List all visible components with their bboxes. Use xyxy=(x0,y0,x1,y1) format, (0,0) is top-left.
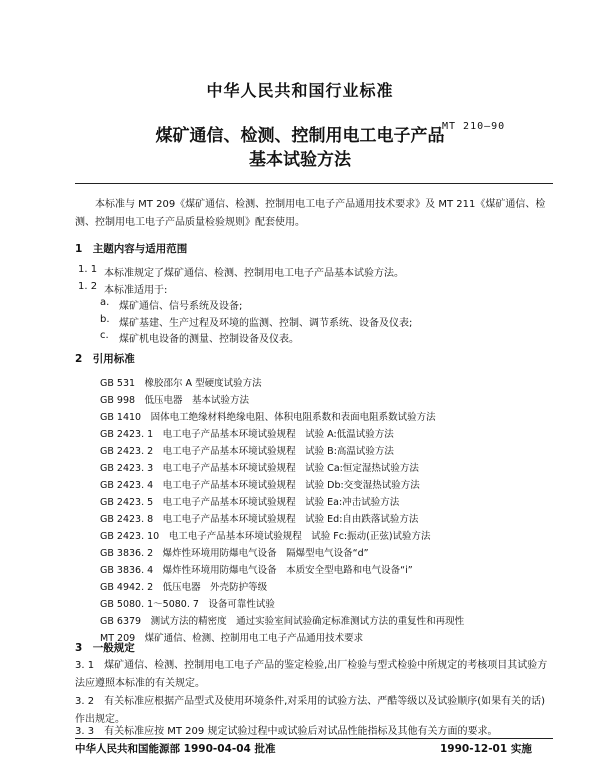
reference-item: GB 3836. 4 爆炸性环境用防爆电气设备 本质安全型电路和电气设备“i” xyxy=(100,565,413,576)
reference-item: GB 6379 测试方法的精密度 通过实验室间试验确定标准测试方法的重复性和再现性 xyxy=(100,616,465,627)
clause-3-1: 3. 1 煤矿通信、检测、控制用电工电子产品的鉴定检验,出厂检验与型式检验中所规定的考核项目其试验方法应遵照本标准的有关规定。 xyxy=(75,660,548,689)
bottom-divider xyxy=(75,738,553,739)
section1-heading: 1 主题内容与适用范围 xyxy=(75,243,188,255)
reference-item: GB 2423. 4 电工电子产品基本环境试验规程 试验 Db:交变湿热试验方法 xyxy=(100,480,420,491)
reference-item: GB 1410 固体电工绝缘材料绝缘电阻、体积电阻系数和表面电阻系数试验方法 xyxy=(100,412,436,423)
list-item-mark: b. xyxy=(100,314,110,325)
section3-heading: 3 一般规定 xyxy=(75,642,135,654)
list-item-text: 煤矿通信、信号系统及设备; xyxy=(119,301,243,312)
standard-code: MT 210—90 xyxy=(442,121,506,132)
document-title-line2: 基本试验方法 xyxy=(249,150,351,170)
approval-statement: 中华人民共和国能源部 1990-04-04 批准 xyxy=(75,743,276,755)
top-divider xyxy=(75,183,553,184)
clause-3-3: 3. 3 有关标准应按 MT 209 规定试验过程中或试验后对试品性能指标及其他有关方面的要求。 xyxy=(75,726,498,737)
reference-item: GB 2423. 5 电工电子产品基本环境试验规程 试验 Ea:冲击试验方法 xyxy=(100,497,400,508)
reference-item: MT 209 煤矿通信、检测、控制用电工电子产品通用技术要求 xyxy=(100,633,364,644)
clause-1-1-number: 1. 1 xyxy=(78,264,98,275)
reference-item: GB 2423. 2 电工电子产品基本环境试验规程 试验 B:高温试验方法 xyxy=(100,446,394,457)
reference-item: GB 2423. 3 电工电子产品基本环境试验规程 试验 Ca:恒定湿热试验方法 xyxy=(100,463,419,474)
effective-date: 1990-12-01 实施 xyxy=(440,743,532,755)
clause-1-2-text: 本标准适用于: xyxy=(104,285,168,296)
list-item-mark: a. xyxy=(100,297,110,308)
list-item-text: 煤矿机电设备的测量、控制设备及仪表。 xyxy=(119,334,299,345)
intro-paragraph: 本标准与 MT 209《煤矿通信、检测、控制用电工电子产品通用技术要求》及 MT 211《煤矿通信、检测、控制用电工电子产品质量检验规则》配套使用。 xyxy=(75,199,546,228)
document-title-line1: 煤矿通信、检测、控制用电工电子产品 xyxy=(155,126,445,146)
reference-item: GB 4942. 2 低压电器 外壳防护等级 xyxy=(100,582,268,593)
standard-category-header: 中华人民共和国行业标准 xyxy=(206,81,394,100)
clause-3-2: 3. 2 有关标准应根据产品型式及使用环境条件,对采用的试验方法、严酷等级以及试验顺序(如果有关的话)作出规定。 xyxy=(75,696,546,725)
section2-heading: 2 引用标准 xyxy=(75,353,135,365)
reference-item: GB 2423. 8 电工电子产品基本环境试验规程 试验 Ed:自由跌落试验方法 xyxy=(100,514,419,525)
list-item-text: 煤矿基建、生产过程及环境的监测、控制、调节系统、设备及仪表; xyxy=(119,318,413,329)
reference-item: GB 3836. 2 爆炸性环境用防爆电气设备 隔爆型电气设备“d” xyxy=(100,548,369,559)
reference-item: GB 998 低压电器 基本试验方法 xyxy=(100,395,250,406)
reference-item: GB 2423. 1 电工电子产品基本环境试验规程 试验 A:低温试验方法 xyxy=(100,429,394,440)
clause-1-1-text: 本标准规定了煤矿通信、检测、控制用电工电子产品基本试验方法。 xyxy=(104,268,404,279)
list-item-mark: c. xyxy=(100,330,109,341)
reference-item: GB 2423. 10 电工电子产品基本环境试验规程 试验 Fc:振动(正弦)试验方法 xyxy=(100,531,431,542)
reference-item: GB 531 橡胶邵尔 A 型硬度试验方法 xyxy=(100,378,262,389)
reference-item: GB 5080. 1～5080. 7 设备可靠性试验 xyxy=(100,599,275,610)
clause-1-2-number: 1. 2 xyxy=(78,281,98,292)
